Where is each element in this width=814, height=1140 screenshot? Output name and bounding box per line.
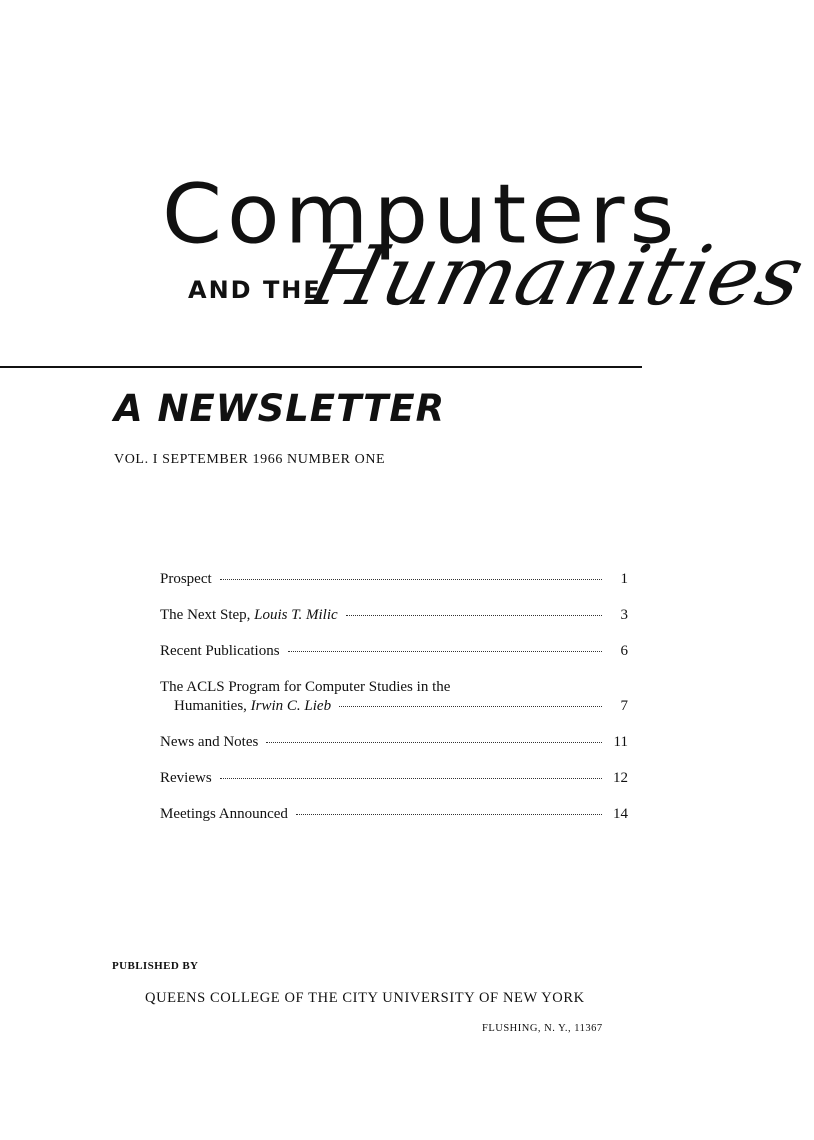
toc-page-number: 7	[620, 698, 628, 714]
toc-author: Irwin C. Lieb	[250, 698, 332, 714]
dot-leader	[346, 615, 602, 616]
toc-entry-next-step	[160, 606, 628, 625]
dot-leader	[220, 778, 602, 779]
table-of-contents	[160, 570, 628, 841]
toc-page-number: 14	[613, 806, 628, 822]
dot-leader	[220, 579, 602, 580]
issue-line: VOL. I SEPTEMBER 1966 NUMBER ONE	[114, 452, 386, 467]
masthead-computers: Computers	[162, 167, 680, 263]
toc-page-number: 6	[620, 643, 628, 659]
toc-title: Prospect	[160, 571, 212, 587]
toc-entry-prospect	[160, 570, 628, 589]
masthead-divider	[0, 366, 642, 368]
toc-title: The Next Step, Louis T. Milic	[160, 607, 338, 623]
toc-title: The ACLS Program for Computer Studies in the	[160, 679, 451, 695]
publisher-location: FLUSHING, N. Y., 11367	[482, 1023, 603, 1034]
toc-page-number: 1	[620, 571, 628, 587]
toc-page-number: 11	[613, 734, 628, 750]
toc-author: Louis T. Milic	[254, 607, 338, 623]
toc-entry-acls-program	[160, 678, 628, 716]
dot-leader	[288, 651, 602, 652]
masthead-and-the: AND THE	[188, 276, 322, 304]
toc-title: Reviews	[160, 770, 212, 786]
published-by-label: PUBLISHED BY	[112, 960, 199, 972]
masthead-humanities: Humanities	[300, 229, 814, 324]
publisher-name: QUEENS COLLEGE OF THE CITY UNIVERSITY OF NEW YORK	[145, 990, 585, 1006]
toc-page-number: 12	[613, 770, 628, 786]
toc-entry-news-and-notes	[160, 733, 628, 752]
toc-title: News and Notes	[160, 734, 259, 750]
dot-leader	[339, 706, 602, 707]
toc-title: Recent Publications	[160, 643, 280, 659]
dot-leader	[296, 814, 602, 815]
toc-title-continued: Humanities, Irwin C. Lieb	[174, 698, 332, 714]
newsletter-heading: A NEWSLETTER	[114, 387, 446, 430]
toc-entry-reviews	[160, 769, 628, 788]
dot-leader	[266, 742, 602, 743]
toc-page-number: 3	[620, 607, 628, 623]
toc-entry-recent-publications	[160, 642, 628, 661]
toc-title: Meetings Announced	[160, 806, 288, 822]
toc-entry-meetings-announced	[160, 805, 628, 824]
